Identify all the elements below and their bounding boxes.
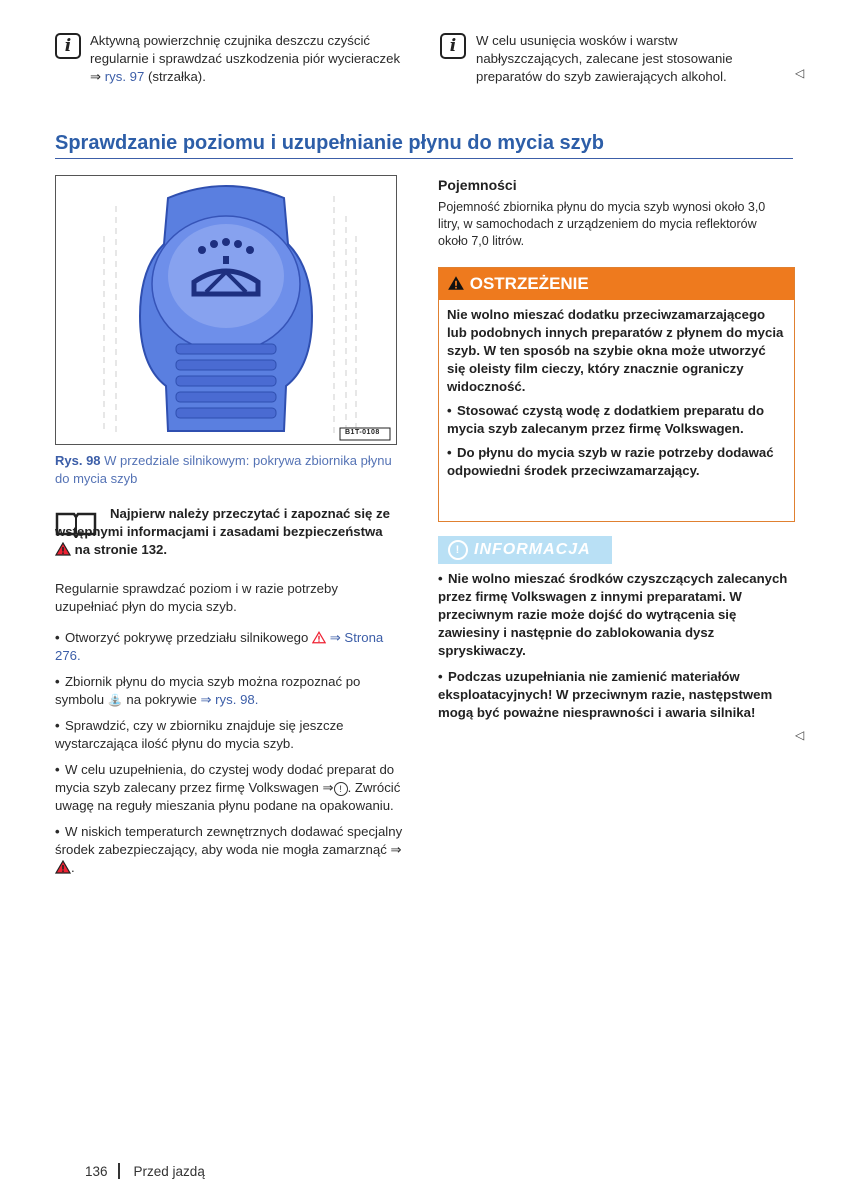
step-item: • Sprawdzić, czy w zbiorniku znajduje się jeszcze wystarczająca ilość płynu do mycia szyb. bbox=[55, 717, 405, 753]
information-body bbox=[438, 570, 793, 730]
information-title: INFORMACJA bbox=[474, 541, 591, 558]
warning-bullet: • Stosować czystą wodę z dodatkiem preparatu do mycia szyb zalecanym przez firmę Volkswagen. bbox=[447, 402, 786, 438]
notice-icon: ! bbox=[448, 540, 468, 560]
step-item: • W niskich temperaturch zewnętrznych dodawać specjalny środek zabezpieczający, aby woda nie mogła zamarznąć ⇒ . bbox=[55, 823, 405, 877]
warning-bullet: • Do płynu do mycia szyb w razie potrzeby dodawać odpowiedni środek przeciwzamarzający. bbox=[447, 444, 786, 480]
warning-icon bbox=[55, 860, 71, 874]
warning-icon bbox=[55, 542, 71, 556]
warning-box bbox=[438, 267, 795, 522]
warning-title: OSTRZEŻENIE bbox=[469, 274, 589, 293]
warning-body bbox=[439, 300, 794, 480]
page-link[interactable]: ⇒ Strona 276. bbox=[55, 630, 384, 663]
step-item: • W celu uzupełnienia, do czystej wody dodać preparat do mycia szyb zalecany przez firmę Volkswagen ⇒ ! . Zwrócić uwagę na reguły mieszania płynu podane na opakowaniu. bbox=[55, 761, 405, 815]
figure-caption-text: W przedziale silnikowym: pokrywa zbiornika płynu do mycia szyb bbox=[55, 453, 392, 486]
figure-number: Rys. 98 bbox=[55, 453, 101, 468]
warning-main-text: Nie wolno mieszać dodatku przeciwzamarzającego lub podobnych innych preparatów z płynem do mycia szyb. W ten sposób na szybie okna może utworzyć się oleisty film cieczy, który znacznie ograniczy widoczność. bbox=[447, 307, 784, 394]
end-marker: ◁ bbox=[795, 728, 805, 742]
steps-list bbox=[55, 629, 405, 885]
warning-icon bbox=[447, 275, 465, 291]
note-rain-sensor: Aktywną powierzchnię czujnika deszczu czyścić regularnie i sprawdzać uszkodzenia piór wycieraczek ⇒ rys. 97 (strzałka). bbox=[90, 33, 401, 84]
section-title: Sprawdzanie poziomu i uzupełnianie płynu do mycia szyb bbox=[55, 132, 793, 159]
page-footer bbox=[85, 1163, 205, 1179]
read-first-note: Najpierw należy przeczytać i zapoznać się ze wstępnymi informacjami i zasadami bezpieczeństwa na stronie 132. bbox=[55, 506, 390, 557]
end-marker: ◁ bbox=[795, 66, 805, 80]
figure-link[interactable]: ⇒ rys. 98. bbox=[200, 692, 259, 707]
step-item: • Otworzyć pokrywę przedziału silnikowego ⇒ Strona 276. bbox=[55, 629, 405, 665]
warning-header bbox=[439, 268, 794, 300]
capacity-text: Pojemność zbiornika płynu do mycia szyb wynosi około 3,0 litry, w samochodach z urządzeniem do mycia reflektorów około 7,0 litrów. bbox=[438, 200, 766, 248]
figure-reservoir-cap bbox=[55, 175, 397, 445]
reservoir-cap-illustration bbox=[56, 176, 396, 444]
figure-link[interactable]: rys. 97 bbox=[104, 69, 145, 84]
page-number: 136 bbox=[85, 1164, 108, 1179]
information-bullet: • Podczas uzupełniania nie zamienić materiałów eksploatacyjnych! W przeciwnym razie, następstwem mogą być poważne niesprawności i awaria silnika! bbox=[438, 668, 793, 722]
note-wax-removal: W celu usunięcia wosków i warstw nabłyszczających, zalecane jest stosowanie preparatów do szyb zawierających alkohol. bbox=[476, 33, 733, 84]
notice-icon: ! bbox=[334, 782, 348, 796]
figure-code: B1T-0108 bbox=[345, 429, 380, 436]
intro-text: Regularnie sprawdzać poziom i w razie potrzeby uzupełniać płyn do mycia szyb. bbox=[55, 581, 338, 614]
figure-caption bbox=[55, 452, 400, 488]
step-item: • Zbiornik płynu do mycia szyb można rozpoznać po symbolu ⛲ na pokrywie ⇒ rys. 98. bbox=[55, 673, 405, 709]
information-header bbox=[438, 536, 612, 564]
info-icon: i bbox=[440, 33, 466, 59]
chapter-name: Przed jazdą bbox=[133, 1164, 205, 1179]
info-icon: i bbox=[55, 33, 81, 59]
washer-symbol-icon: ⛲ bbox=[107, 693, 123, 707]
capacity-heading: Pojemności bbox=[438, 177, 517, 193]
information-bullet: • Nie wolno mieszać środków czyszczących zalecanych przez firmę Volkswagen z innymi preparatami. W przeciwnym razie może dojść do wytrącenia się zawiesiny i następnie do zablokowania dysz spryskiwaczy. bbox=[438, 570, 793, 660]
warning-icon bbox=[312, 631, 326, 644]
